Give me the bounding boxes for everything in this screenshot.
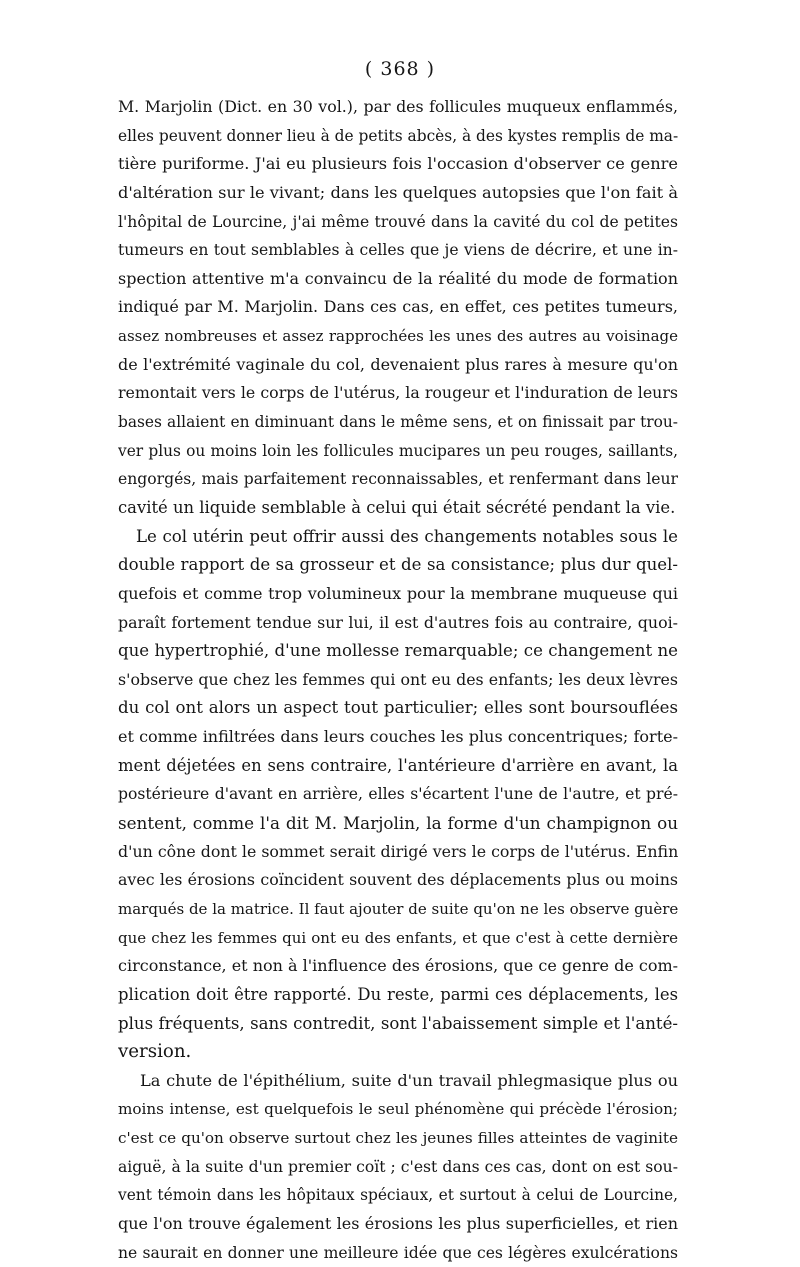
text-line: ver plus ou moins loin les follicules mucipares un peu rouges, saillants, (118, 441, 678, 460)
text-line: quefois et comme trop volumineux pour la membrane muqueuse qui (118, 583, 678, 603)
text-line: sentent, comme l'a dit M. Marjolin, la forme d'un champignon ou (118, 813, 678, 834)
text-line: cavité un liquide semblable à celui qui était sécrété pendant la vie. (118, 497, 676, 517)
text-line: de l'extrémité vaginale du col, devenaient plus rares à mesure qu'on (118, 354, 678, 374)
text-line: marqués de la matrice. Il faut ajouter de suite qu'on ne les observe guère (118, 899, 678, 918)
text-line: vent témoin dans les hôpitaux spéciaux, et surtout à celui de Lourcine, (118, 1186, 678, 1205)
text-line: version. (118, 1041, 192, 1063)
page-number: ( 368 ) (364, 58, 436, 80)
text-line: postérieure d'avant en arrière, elles s'écartent l'une de l'autre, et pré- (118, 785, 678, 804)
text-line: que hypertrophié, d'une mollesse remarquable; ce changement ne (118, 641, 678, 661)
text-line: bases allaient en diminuant dans le même sens, et on finissait par trou- (118, 413, 678, 432)
text-line: assez nombreuses et assez rapprochées les unes des autres au voisinage (118, 327, 678, 346)
text-line: spection attentive m'a convaincu de la réalité du mode de formation (118, 268, 678, 288)
paragraph (118, 523, 678, 1067)
body-text (118, 93, 678, 1267)
paragraph (118, 93, 678, 523)
text-line: avec les érosions coïncident souvent des déplacements plus ou moins (118, 870, 678, 890)
text-line: s'observe que chez les femmes qui ont eu des enfants; les deux lèvres (118, 669, 678, 689)
text-line: tumeurs en tout semblables à celles que je viens de décrire, et une in- (118, 241, 678, 260)
text-line: plication doit être rapporté. Du reste, parmi ces déplacements, les (118, 984, 678, 1004)
text-line: indiqué par M. Marjolin. Dans ces cas, en effet, ces petites tumeurs, (118, 297, 678, 317)
text-line: M. Marjolin (Dict. en 30 vol.), par des follicules muqueux enflammés, (118, 97, 678, 116)
text-line: l'hôpital de Lourcine, j'ai même trouvé dans la cavité du col de petites (118, 212, 678, 231)
text-line: La chute de l'épithélium, suite d'un travail phlegmasique plus ou (140, 1070, 678, 1090)
text-line: remontait vers le corps de l'utérus, la rougeur et l'induration de leurs (118, 383, 678, 403)
text-line: circonstance, et non à l'influence des érosions, que ce genre de com- (118, 956, 678, 976)
text-line: engorgés, mais parfaitement reconnaissables, et renfermant dans leur (118, 470, 678, 489)
text-line: que l'on trouve également les érosions les plus superficielles, et rien (118, 1213, 678, 1233)
text-line: aiguë, à la suite d'un premier coït ; c'est dans ces cas, dont on est sou- (118, 1157, 678, 1176)
text-line: plus fréquents, sans contredit, sont l'abaissement simple et l'anté- (118, 1013, 678, 1033)
text-line: ment déjetées en sens contraire, l'antérieure d'arrière en avant, la (118, 755, 678, 775)
text-line: moins intense, est quelquefois le seul phénomène qui précède l'érosion; (118, 1100, 678, 1119)
text-line: d'un cône dont le sommet serait dirigé vers le corps de l'utérus. Enfin (118, 841, 678, 861)
text-line: d'altération sur le vivant; dans les quelques autopsies que l'on fait à (118, 182, 678, 202)
text-line: c'est ce qu'on observe surtout chez les jeunes filles atteintes de vaginite (118, 1129, 678, 1148)
text-line: que chez les femmes qui ont eu des enfants, et que c'est à cette dernière (118, 928, 678, 947)
text-line: et comme infiltrées dans leurs couches les plus concentriques; forte- (118, 727, 678, 747)
text-line: tière puriforme. J'ai eu plusieurs fois l'occasion d'observer ce genre (118, 154, 678, 174)
text-line: elles peuvent donner lieu à de petits abcès, à des kystes remplis de ma- (118, 126, 678, 145)
text-line: ne saurait en donner une meilleure idée que ces légères exulcérations (118, 1243, 678, 1262)
paragraph (118, 1067, 678, 1267)
text-line: Le col utérin peut offrir aussi des changements notables sous le (136, 526, 678, 546)
text-line: du col ont alors un aspect tout particulier; elles sont boursouflées (118, 698, 678, 718)
text-line: paraît fortement tendue sur lui, il est d'autres fois au contraire, quoi- (118, 612, 678, 632)
text-line: double rapport de sa grosseur et de sa consistance; plus dur quel- (118, 555, 678, 575)
